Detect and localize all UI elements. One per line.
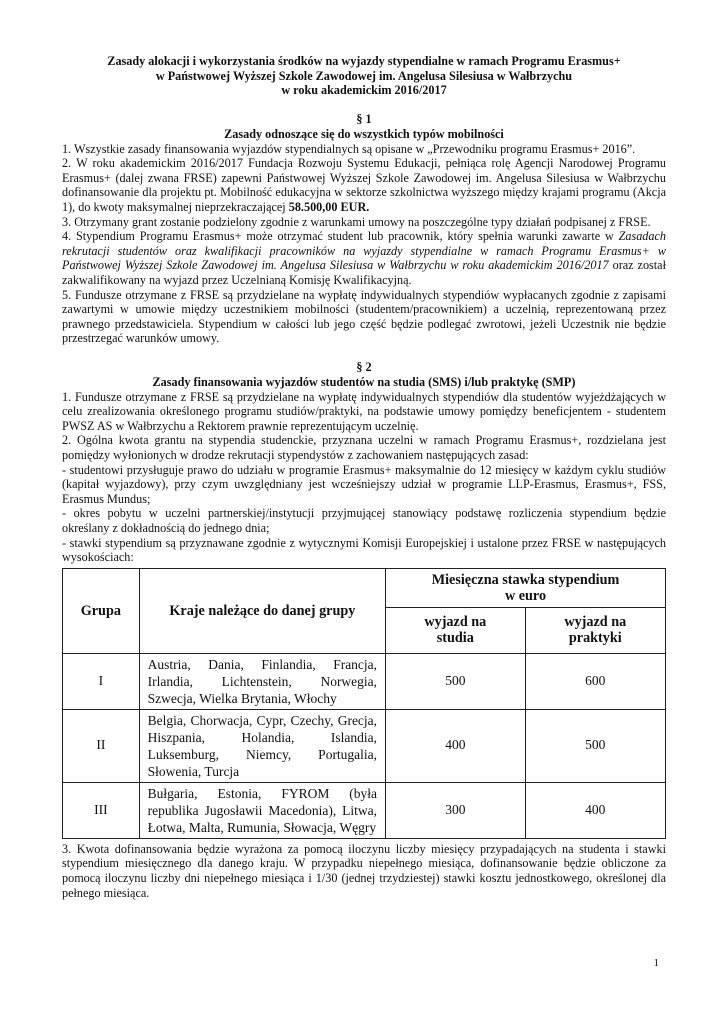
section-2-paragraph-2: 2. Ogólna kwota grantu na stypendia studenckie, przyznana uczelni w ramach Programu Erasmus+, rozdzielana jest pomiędzy wyłonionych w drodze rekrutacji stypendystów z zachowaniem następujących zasad: [62,433,666,463]
group-cell: II [63,709,140,782]
section-2-bullet-3: - stawki stypendium są przyznawane zgodnie z wytycznymi Komisji Europejskiej i ustalone przez FRSE w następujących wysokościach: [62,535,666,565]
section-1-paragraph-4 [62,229,666,287]
practice-rate-cell: 400 [525,782,665,838]
studies-rate-cell: 300 [386,782,526,838]
group-cell: I [63,653,140,709]
header-monthly-rate: Miesięczna stawka stypendium w euro [386,568,666,607]
table-row [63,782,666,838]
stipend-rates-table [62,568,666,839]
document-title-line-1: Zasady alokacji i wykorzystania środków na wyjazdy stypendialne w ramach Programu Erasmus+ [107,54,621,68]
section-1-paragraph-2 [62,156,666,214]
section-2-bullet-1: - studentowi przysługuje prawo do udziału w programie Erasmus+ maksymalnie do 12 miesięcy w każdym cyklu studiów (kapitał wyjazdowy), przy czym uwzględniany jest wcześniejszy udział w programie LLP-Erasmus, Erasmus+, FSS, Erasmus Mundus; [62,462,666,506]
section-1-paragraph-1: 1. Wszystkie zasady finansowania wyjazdów stypendialnych są opisane w „Przewodniku programu Erasmus+ 2016”. [62,141,636,156]
section-2-paragraph-3: 3. Kwota dofinansowania będzie wyrażona za pomocą iloczynu liczby miesięcy przypadających na studenta i stawki stypendium miesięcznego dla danego kraju. W przypadku niepełnego miesiąca, dofinansowanie będzie obliczone za pomocą iloczynu liczby dni niepełnego miesiąca i 1/30 (jednej trzydziestej) stawki kosztu jednostkowego, określonej dla pełnego miesiąca. [62,841,666,900]
section-2-paragraph-1: 1. Fundusze otrzymane z FRSE są przydzielane na wypłatę indywidualnych stypendiów dla studentów wyjeżdżających w celu zrealizowania określonego programu studiów/praktyki, na podstawie umowy pomiędzy beneficjentem - studentem PWSZ AS w Wałbrzychu a Rektorem prawnie reprezentującym uczelnię. [62,389,666,433]
grant-amount: 58.500,00 EUR. [288,199,370,214]
studies-rate-cell: 400 [386,709,526,782]
section-1-paragraph-4-a: 4. Stypendium Programu Erasmus+ może otrzymać student lub pracownik, który spełnia warunki zawarte w [62,229,619,244]
countries-cell: Austria, Dania, Finlandia, Francja, Irlandia, Lichtenstein, Norwegia, Szwecja, Wielka Brytania, Włochy [139,653,385,709]
section-1-paragraph-2-text: 2. W roku akademickim 2016/2017 Fundacja Rozwoju Systemu Edukacji, pełniąca rolę Agencji Narodowej Programu Erasmus+ (dalej zwana FRSE) zapewni Państwowej Wyższej Szkole Zawodowej im. Angelusa Silesiusa w Wałbrzychu dofinansowanie dla projektu pt. Mobilność edukacyjna w sektorze szkolnictwa wyższego między krajami programu (Akcja 1), do kwoty maksymalnej nieprzekraczającej [62,156,666,214]
countries-cell: Bułgaria, Estonia, FYROM (była republika Jugosławii Macedonia), Litwa, Łotwa, Malta, Rumunia, Słowacja, Węgry [139,782,385,838]
table-row [63,709,666,782]
table-row [63,653,666,709]
document-title-line-2: w Państwowej Wyższej Szkole Zawodowej im. Angelusa Silesiusa w Wałbrzychu [155,68,573,83]
header-countries: Kraje należące do danej grupy [139,568,385,653]
practice-rate-cell: 500 [525,709,665,782]
document-page [62,54,666,900]
section-1-number: § 1 [356,112,372,127]
section-1-paragraph-5: 5. Fundusze otrzymane z FRSE są przydzielane na wypłatę indywidualnych stypendiów wypłacanych zgodnie z zapisami zawartymi w umowie między uczestnikiem mobilności (studentem/pracownikiem) a uczelnią, reprezentowaną przez prawnego przedstawiciela. Stypendium w całości lub jego część będzie podlegać zwrotowi, jeżeli Uczestnik nie będzie przestrzegać warunków umowy. [62,287,666,346]
section-2-number: § 2 [356,360,372,375]
section-2-bullet-2: - okres pobytu w uczelni partnerskiej/instytucji przyjmującej stanowiący podstawę rozliczenia stypendium będzie określany z dokładnością do jednego dnia; [62,506,666,535]
group-cell: III [63,782,140,838]
header-studies: wyjazd na studia [386,607,526,653]
countries-cell: Belgia, Chorwacja, Cypr, Czechy, Grecja, Hiszpania, Holandia, Islandia, Luksemburg, Niemcy, Portugalia, Słowenia, Turcja [139,709,385,782]
section-1-paragraph-4-b: oraz został zakwalifikowany na wyjazd przez Uczelnianą Komisję Kwalifikacyjną. [62,258,666,287]
header-group: Grupa [63,568,140,653]
header-practice: wyjazd na praktyki [525,607,665,653]
page-number: 1 [653,957,659,969]
section-1-paragraph-4-italic: Zasadach rekrutacji studentów oraz kwalifikacji pracowników na wyjazdy stypendialne w ramach Programu Erasmus+ w Państwowej Wyższej Szkole Zawodowej im. Angelusa Silesiusa w Wałbrzychu w roku akademickim 2016/2017 [62,229,666,273]
document-title-line-3: w roku akademickim 2016/2017 [281,83,447,98]
section-1-paragraph-3: 3. Otrzymany grant zostanie podzielony zgodnie z warunkami umowy na poszczególne typy działań podpisanej z FRSE. [62,214,651,229]
practice-rate-cell: 600 [525,653,665,709]
section-1-title: Zasady odnoszące się do wszystkich typów mobilności [224,126,504,141]
studies-rate-cell: 500 [386,653,526,709]
section-2-title: Zasady finansowania wyjazdów studentów na studia (SMS) i/lub praktykę (SMP) [152,375,576,390]
